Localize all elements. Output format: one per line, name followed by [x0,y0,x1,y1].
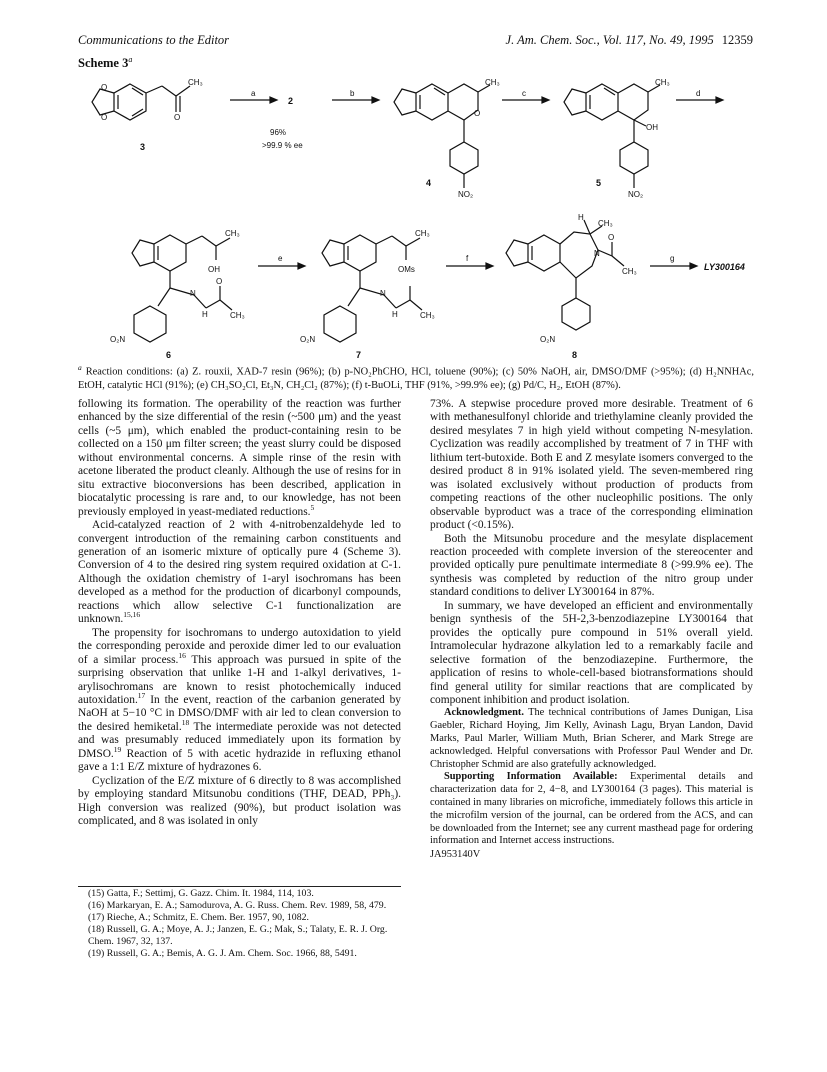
reference-item: (19) Russell, G. A.; Bemis, A. G. J. Am. Chem. Soc. 1966, 88, 5491. [88,948,357,960]
atom-label-no2: NO₂ [628,190,644,199]
atom-label-h: H [392,310,398,319]
reference-item: (16) Markaryan, E. A.; Samodurova, A. G. Russ. Chem. Rev. 1989, 58, 479. [88,900,387,912]
running-header-section: Communications to the Editor [78,33,230,47]
atom-label-ch3: CH₃ [420,311,435,320]
right-column [430,398,753,862]
ee-label: >99.9 % ee [262,141,303,150]
structure-compound-3 [92,78,203,122]
step-label-f: f [466,254,469,263]
left-column [78,398,401,829]
references-divider [78,886,401,887]
citation-text: J. Am. Chem. Soc., Vol. 117, No. 49, 1995 [505,33,714,47]
paragraph [78,627,401,775]
citation-sup: 16 [178,650,186,660]
atom-label-o: O [216,277,223,286]
scheme-title [78,55,132,71]
step-label-d: d [696,89,701,98]
acknowledgment-heading: Acknowledgment. [444,707,524,719]
atom-label-o2n: O₂N [540,335,556,344]
acknowledgment [430,707,753,771]
paragraph [78,398,401,519]
atom-label-o: O [101,113,108,122]
atom-label-n: N [380,289,386,298]
reference-item: (18) Russell, G. A.; Moye, A. J.; Janzen, E. G.; Mak, S.; Talaty, E. R. J. Org. Chem. 1967, 32, 137. [88,924,388,948]
paragraph [78,775,401,829]
footnote-sup: a [78,363,82,372]
paragraph: In summary, we have developed an efficient and environmentally benign synthesis of the 5H-2,3-benzodiazepine LY300164 that provides the optically pure compound in 51% overall yield. Intramolecular hydrazone alkylation led to a remarkably facile and selective formation of the benzodiazepine. Furthermore, the application of resins to whole-cell-based biotransformations should find general utility for similar reactions that are complicated by component inhibition and product isolation. [430,599,753,706]
citation-sup: 18 [181,718,190,728]
atom-label-oh: OH [646,123,658,132]
reaction-scheme [70,70,760,360]
citation-sup: 17 [137,691,146,701]
atom-label-ch3: CH₃ [225,229,240,238]
compound-label-3: 3 [140,142,146,152]
page-number: 12359 [721,33,753,47]
step-label-b: b [350,89,355,98]
paragraph-text: In the event, reaction of the carbanion generated by NaOH at 5−10 °C in DMSO/DMF with air led to clean conversion to the desired hemiketal. [78,693,401,733]
acknowledgment-text: The technical contributions of James Dunigan, Lisa Gaebler, Richard Hoying, Jim Kelly, Avinash Lagu, Bryan Landon, David Marks, Paul Marler, William Muth, Brian Scherer, and Mark Strege are acknowledged. Helpful conversations with Professor Paul Wender and Dr. Christopher Schmid are also gratefully acknowledged. [430,707,753,770]
atom-label-ch3: CH₃ [622,267,637,276]
manuscript-code: JA953140V [430,849,481,861]
paragraph: 73%. A stepwise procedure proved more desirable. Treatment of 6 with methanesulfonyl chloride and triethylamine cleanly provided the desired mesylates 7 in high yield without competing N-mesylation. Cyclization was readily accomplished by treatment of 7 in THF with lithium tert-butoxide. Both E and Z mesylate isomers converged to the desired product 8 in 91% isolated yield. The seven-membered ring was isolated exclusively without production of products from competing reactions of the other nucleophilic positions. The only observable byproduct was a trace of the corresponding elimination product (<0.15%). [430,398,753,532]
atom-label-o: O [174,113,181,122]
atom-label-ch3: CH₃ [655,78,670,87]
paragraph-text: The intermediate peroxide was not detected and was presumably reduced immediately upon its formation by DMSO. [78,720,402,760]
compound-label-5: 5 [596,178,602,188]
structure-compound-7 [300,229,435,344]
atom-label-o2n: O₂N [110,335,126,344]
atom-label-no2: NO₂ [458,190,474,199]
references-list [78,888,401,961]
step-label-g: g [670,254,675,263]
atom-label-h: H [578,213,584,222]
compound-label-6: 6 [166,350,172,360]
paragraph-text: Cyclization of the E/Z mixture of 6 directly to 8 was accomplished by employing standard Mitsunobu conditions (THF, DEAD, PPh₃). High conversion was realized (90%), but product isolation was complicated, and 8 was isolated in only [78,774,401,828]
product-label: LY300164 [704,262,745,272]
yield-label: 96% [270,128,287,137]
atom-label-ch3: CH₃ [485,78,500,87]
reference-item: (17) Rieche, A.; Schmitz, E. Chem. Ber. 1957, 90, 1082. [88,912,309,924]
paragraph [78,519,401,627]
step-label-c: c [522,89,526,98]
scheme-footnote [78,361,754,392]
atom-label-o2n: O₂N [300,335,316,344]
structure-compound-6 [110,229,245,344]
citation-sup: 19 [113,744,122,754]
supporting-information-text: Experimental details and characterization data for 2, 4−8, and LY300164 (3 pages). This material is contained in many libraries on microfiche, immediately follows this article in the microfilm version of the journal, can be ordered from the ACS, and can be downloaded from the Internet; see any current masthead page for ordering information and Internet access instructions. [430,771,753,847]
paragraph-text: This approach was pursued in spite of the surprising observation that unlike 1-H and 1-alkyl derivatives, 1-arylisochromans are known to resist photochemically induced autoxidation. [78,653,402,706]
paragraph-text: Acid-catalyzed reaction of 2 with 4-nitrobenzaldehyde led to convergent introduction of the remaining carbon constituents and generation of an isomeric mixture of optically pure 4 (Scheme 3). Conversion of 4 to the desired ring system required oxidation at C-1. Although the oxidation chemistry of 1-aryl isochromans has been developed as a method for the production of dicarbonyl compounds, reactions which allow selective C-1 functionalization are unknown. [78,519,401,626]
atom-label-n: N [190,289,196,298]
citation-sup: 5 [310,502,315,512]
atom-label-h: H [202,310,208,319]
paragraph: Both the Mitsunobu procedure and the mesylate displacement reaction proceeded with complete inversion of the stereocenter and provided optically pure penultimate intermediate 8 (>99.9% ee). The synthesis was completed by reduction of the nitro group under standard conditions to deliver LY300164 in 87%. [430,532,753,599]
atom-label-ch3: CH₃ [598,219,613,228]
compound-label-8: 8 [572,350,578,360]
scheme-title-sup: a [128,55,133,64]
paragraph-text: following its formation. The operability of the reaction was further enhanced by the size differential of the resin (~500 μm) and the yeast cells (~5 μm), which enabled the product-containing resin to be collected on a 150 μm filter screen; the yeast slurry could be disposed without environmental concerns. A simple rinse of the resin with acetone liberated the product cleanly. Although the use of resins for in situ extractive bioconversions has been described, application in biocatalytic processing is rare and, to our knowledge, has not been previously employed in yeast-mediated reductions. [78,398,401,518]
atom-label-ch3: CH₃ [415,229,430,238]
supporting-information-heading: Supporting Information Available: [444,771,618,783]
atom-label-n: N [594,249,600,258]
reference-item: (15) Gatta, F.; Settimj, G. Gazz. Chim. It. 1984, 114, 103. [88,888,314,899]
structure-compound-4 [394,78,500,199]
scheme-title-text: Scheme 3 [78,56,129,71]
supporting-information [430,771,753,848]
atom-label-oh: OH [208,265,220,274]
running-header-citation [506,33,753,48]
paragraph-text: The propensity for isochromans to undergo autoxidation to yield the corresponding peroxide and peroxide dimer led to our evaluation of a similar process. [78,626,401,666]
compound-label-2: 2 [288,96,294,106]
atom-label-ch3: CH₃ [188,78,203,87]
structure-compound-5 [564,78,670,199]
atom-label-oms: OMs [398,265,415,274]
paragraph-text: Reaction of 5 with acetic hydrazide in refluxing ethanol gave a 1:1 E/Z mixture of hydrazones 6. [78,747,401,774]
atom-label-o: O [101,83,108,92]
atom-label-o: O [608,233,615,242]
structure-compound-8 [506,213,637,344]
atom-label-ch3: CH₃ [230,311,245,320]
footnote-text: Reaction conditions: (a) Z. rouxii, XAD-7 resin (96%); (b) p-NO₂PhCHO, HCl, toluene (90%); (c) 50% NaOH, air, DMSO/DMF (>95%); (d) H₂NNHAc, EtOH, catalytic HCl (91%); (e) CH₃SO₂Cl, Et₃N, CH₂Cl₂ (87%); (f) t-BuOLi, THF (91%, >99.9% ee); (g) Pd/C, H₂, EtOH (87%). [78,366,754,391]
step-label-e: e [278,254,283,263]
compound-label-7: 7 [356,350,362,360]
compound-label-4: 4 [426,178,432,188]
step-label-a: a [251,89,256,98]
atom-label-o: O [474,109,481,118]
citation-sup: 15,16 [123,610,141,620]
